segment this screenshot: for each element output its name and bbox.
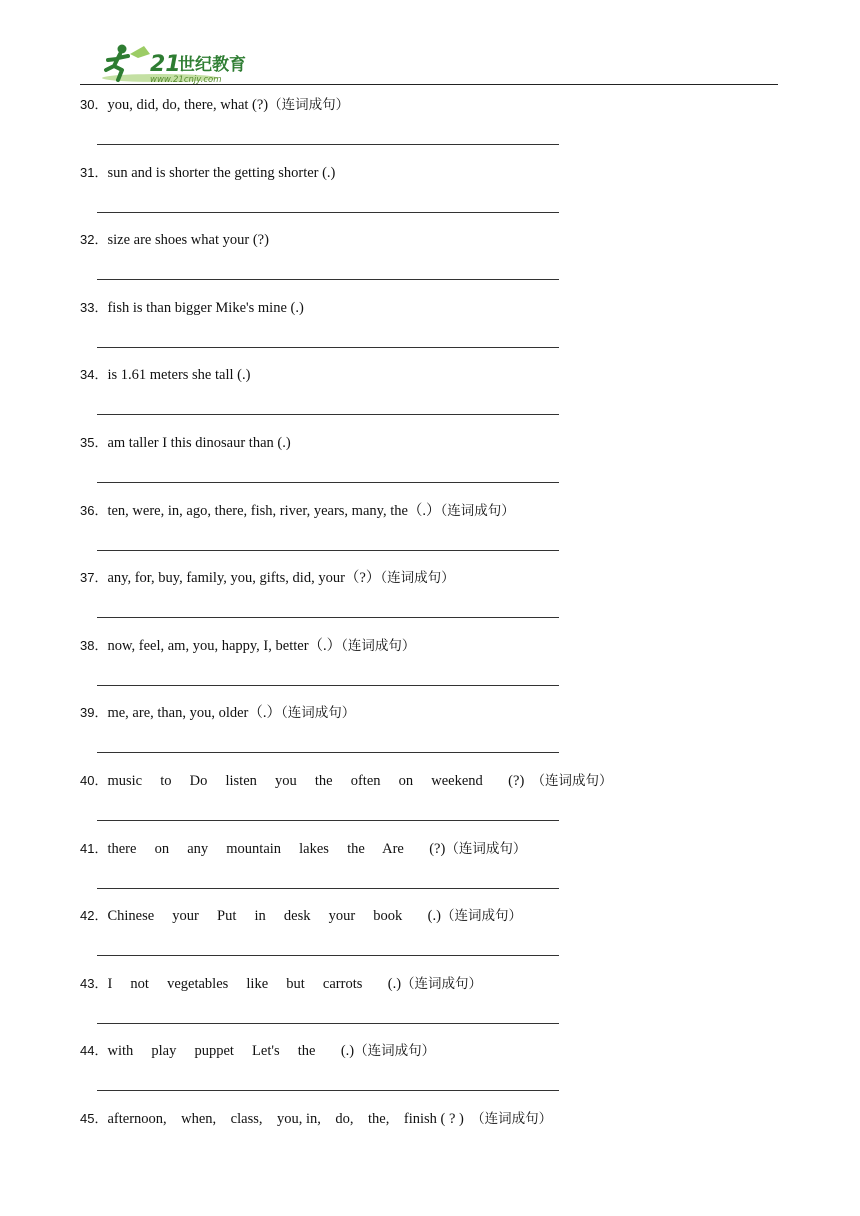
question-item bbox=[80, 231, 269, 249]
question-text: I not vegetables like but carrots (.) bbox=[107, 975, 402, 992]
page-header bbox=[0, 0, 860, 90]
question-item bbox=[80, 637, 415, 655]
question-text: any, for, buy, family, you, gifts, did, your（?） bbox=[107, 570, 381, 587]
answer-line[interactable] bbox=[97, 414, 559, 415]
answer-line[interactable] bbox=[97, 279, 559, 280]
question-text: am taller I this dinosaur than (.) bbox=[107, 435, 291, 451]
runner-logo-icon bbox=[100, 40, 270, 84]
question-number: 41． bbox=[80, 840, 108, 856]
question-instruction: （连词成句） bbox=[440, 502, 515, 519]
question-text: ten, were, in, ago, there, fish, river, years, many, the（.） bbox=[107, 502, 441, 519]
answer-line[interactable] bbox=[97, 1090, 559, 1091]
answer-line[interactable] bbox=[97, 617, 559, 618]
answer-line[interactable] bbox=[97, 955, 559, 956]
question-item bbox=[80, 502, 515, 520]
question-text: with play puppet Let's the (.) bbox=[107, 1043, 355, 1060]
question-text: now, feel, am, you, happy, I, better（.） bbox=[107, 637, 342, 654]
question-instruction: （连词成句） bbox=[341, 637, 416, 654]
svg-text:www.21cnjy.com: www.21cnjy.com bbox=[150, 75, 222, 84]
header-rule bbox=[80, 84, 778, 85]
answer-line[interactable] bbox=[97, 685, 559, 686]
answer-line[interactable] bbox=[97, 1023, 559, 1024]
question-item bbox=[80, 1042, 435, 1060]
question-text: is 1.61 meters she tall (.) bbox=[107, 367, 251, 384]
question-instruction: （连词成句） bbox=[281, 705, 356, 722]
svg-text:世纪教育: 世纪教育 bbox=[178, 55, 246, 75]
question-item bbox=[80, 975, 482, 993]
question-number: 38． bbox=[80, 637, 108, 653]
question-instruction: （连词成句） bbox=[440, 908, 522, 925]
question-number: 34． bbox=[80, 367, 108, 383]
question-number: 43． bbox=[80, 975, 108, 991]
question-instruction: （连词成句） bbox=[354, 1043, 436, 1060]
question-text: sun and is shorter the getting shorter (.) bbox=[107, 164, 336, 181]
question-text: there on any mountain lakes the Are (?) bbox=[107, 840, 446, 857]
question-number: 31． bbox=[80, 164, 108, 180]
question-item bbox=[80, 96, 349, 114]
question-text: music to Do listen you the often on weekend (?) bbox=[107, 773, 532, 789]
answer-line[interactable] bbox=[97, 550, 559, 551]
question-instruction: （连词成句） bbox=[268, 97, 350, 113]
question-item bbox=[80, 299, 304, 317]
answer-line[interactable] bbox=[97, 482, 559, 483]
question-instruction: （连词成句） bbox=[401, 975, 483, 992]
question-number: 40． bbox=[80, 773, 108, 788]
question-text: Chinese your Put in desk your book (.) bbox=[107, 908, 441, 925]
question-number: 45． bbox=[80, 1111, 108, 1126]
question-number: 42． bbox=[80, 908, 108, 924]
question-item bbox=[80, 907, 522, 925]
answer-line[interactable] bbox=[97, 752, 559, 753]
question-instruction: （连词成句） bbox=[471, 1111, 553, 1127]
answer-line[interactable] bbox=[97, 888, 559, 889]
question-item bbox=[80, 772, 613, 790]
question-item bbox=[80, 569, 455, 587]
question-text: afternoon, when, class, you, in, do, the, finish ( ? ) bbox=[107, 1111, 472, 1127]
question-number: 44． bbox=[80, 1043, 108, 1059]
question-number: 39． bbox=[80, 705, 108, 721]
question-item bbox=[80, 366, 250, 384]
question-text: size are shoes what your (?) bbox=[107, 232, 269, 249]
question-number: 37． bbox=[80, 570, 108, 586]
question-item bbox=[80, 840, 526, 858]
question-instruction: （连词成句） bbox=[380, 570, 455, 587]
brand-logo bbox=[100, 40, 270, 84]
answer-line[interactable] bbox=[97, 212, 559, 213]
question-number: 35． bbox=[80, 435, 108, 450]
question-instruction: （连词成句） bbox=[445, 840, 527, 857]
question-instruction: （连词成句） bbox=[531, 773, 613, 789]
question-number: 33． bbox=[80, 299, 108, 315]
question-item bbox=[80, 164, 335, 182]
question-text: me, are, than, you, older（.） bbox=[107, 705, 282, 722]
question-item bbox=[80, 434, 291, 452]
question-text: fish is than bigger Mike's mine (.) bbox=[107, 299, 304, 316]
question-number: 36． bbox=[80, 502, 108, 518]
question-item bbox=[80, 1110, 552, 1128]
answer-line[interactable] bbox=[97, 144, 559, 145]
question-number: 30． bbox=[80, 97, 108, 112]
question-number: 32． bbox=[80, 232, 108, 248]
svg-text:21: 21 bbox=[150, 52, 181, 77]
question-item bbox=[80, 704, 355, 722]
answer-line[interactable] bbox=[97, 820, 559, 821]
answer-line[interactable] bbox=[97, 347, 559, 348]
question-text: you, did, do, there, what (?) bbox=[107, 97, 269, 113]
